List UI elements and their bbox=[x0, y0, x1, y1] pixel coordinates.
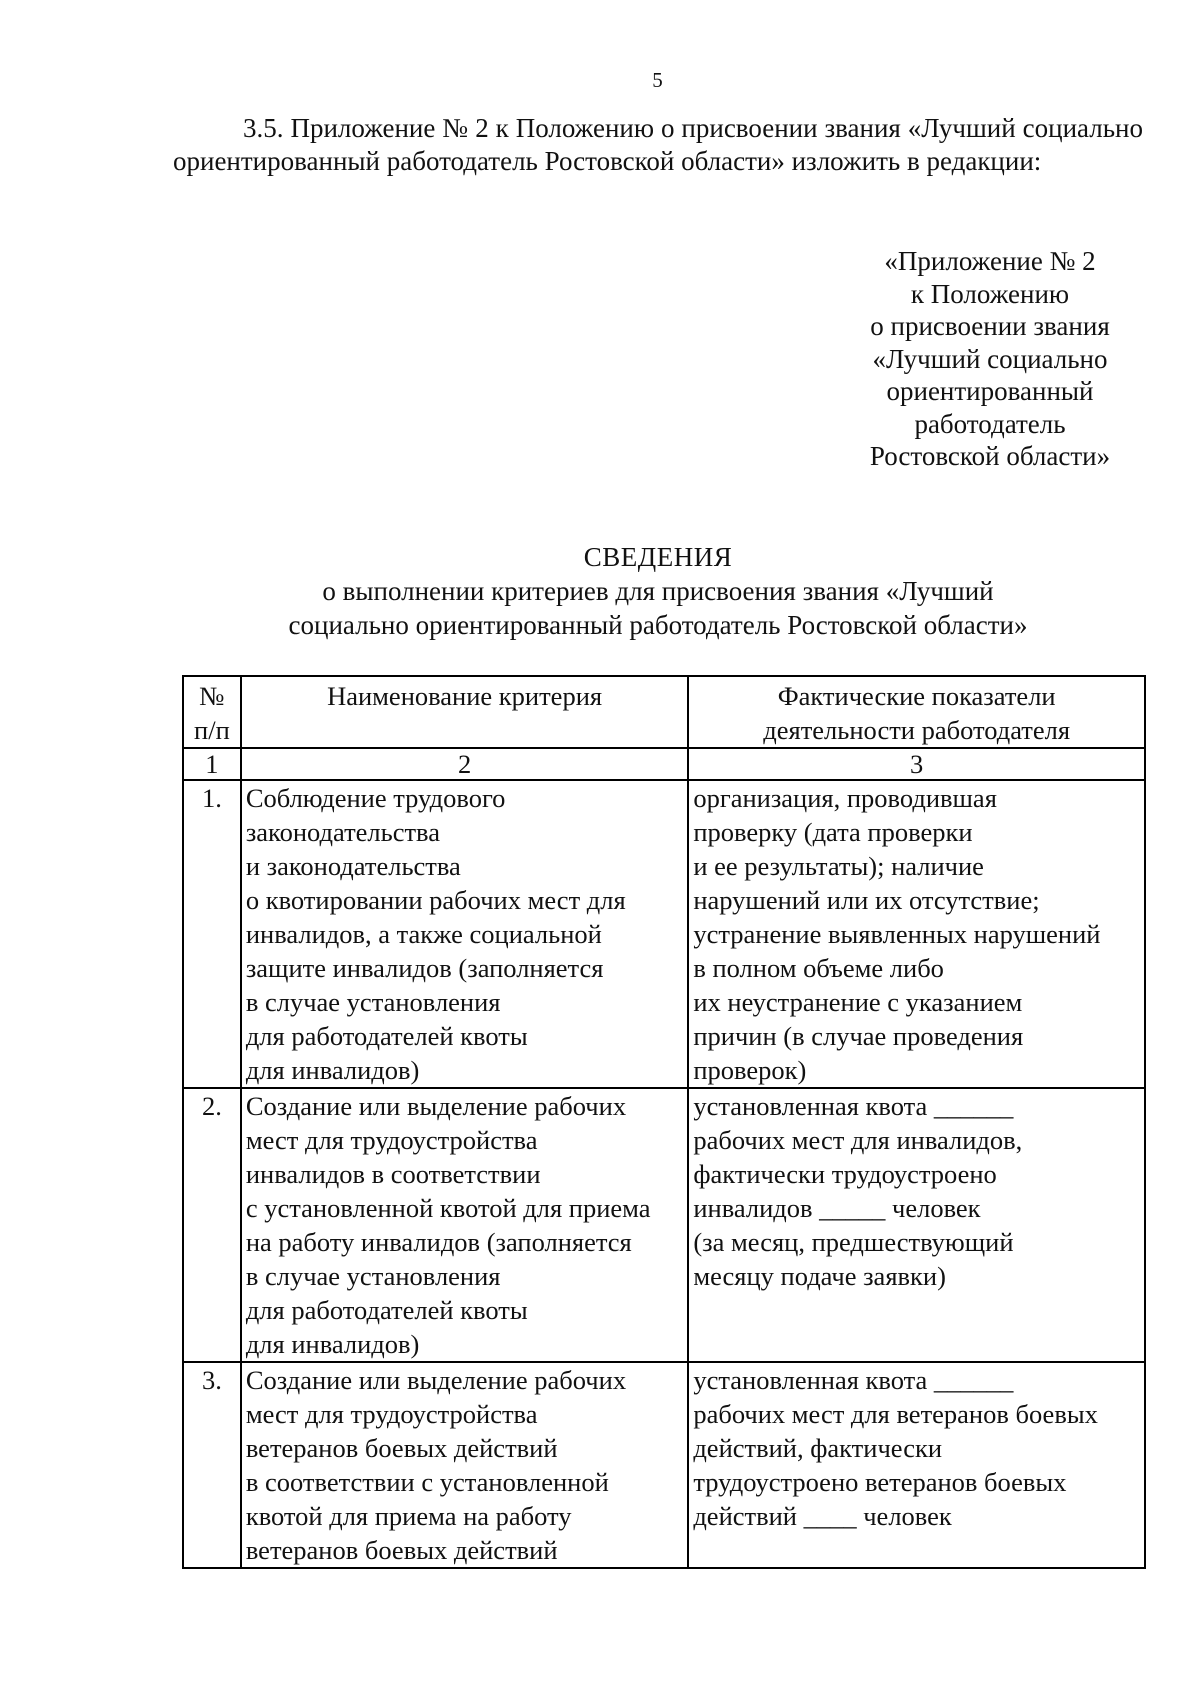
criterion-line: и законодательства bbox=[245, 851, 461, 881]
criterion-line: Создание или выделение рабочих bbox=[245, 1091, 627, 1121]
criterion-line: законодательства bbox=[245, 817, 440, 847]
criterion-line: о квотировании рабочих мест для bbox=[245, 885, 626, 915]
fact-line: и ее результаты); наличие bbox=[693, 851, 984, 881]
table-row bbox=[183, 1088, 1145, 1362]
table-row bbox=[183, 1362, 1145, 1568]
fact-line: проверку (дата проверки bbox=[693, 817, 973, 847]
criterion-line: для работодателей квоты bbox=[245, 1295, 528, 1325]
appendix-header bbox=[820, 245, 1160, 473]
criterion-line: инвалидов, а также социальной bbox=[245, 919, 602, 949]
criterion-line: в случае установления bbox=[245, 987, 501, 1017]
header-name: Наименование критерия bbox=[241, 676, 689, 748]
criterion-line: защите инвалидов (заполняется bbox=[245, 953, 604, 983]
criterion-cell bbox=[241, 1088, 689, 1362]
fact-line: действий, фактически bbox=[693, 1433, 943, 1463]
heading-title: СВЕДЕНИЯ bbox=[583, 542, 733, 572]
fact-line: в полном объеме либо bbox=[693, 953, 944, 983]
header-fact-line: Фактические показатели bbox=[777, 681, 1056, 711]
table-row bbox=[183, 780, 1145, 1088]
fact-line: трудоустроено ветеранов боевых bbox=[693, 1467, 1067, 1497]
row-number: 3. bbox=[183, 1362, 241, 1568]
intro-text: 3.5. Приложение № 2 к Положению о присвоении звания «Лучший социально ориентированный работодатель Ростовской области» изложить в редакции: bbox=[173, 113, 1143, 176]
criterion-line: мест для трудоустройства bbox=[245, 1125, 538, 1155]
fact-line: установленная квота ______ bbox=[693, 1365, 1014, 1395]
criterion-line: ветеранов боевых действий bbox=[245, 1433, 558, 1463]
criterion-line: для инвалидов) bbox=[245, 1055, 420, 1085]
criterion-line: на работу инвалидов (заполняется bbox=[245, 1227, 632, 1257]
document-heading bbox=[173, 540, 1143, 642]
criterion-line: мест для трудоустройства bbox=[245, 1399, 538, 1429]
appendix-line: Ростовской области» bbox=[869, 441, 1111, 471]
fact-line: проверок) bbox=[693, 1055, 807, 1085]
appendix-line: ориентированный bbox=[886, 376, 1094, 406]
appendix-line: к Положению bbox=[910, 278, 1070, 309]
header-num-line: п/п bbox=[194, 715, 230, 745]
criteria-table bbox=[182, 675, 1146, 1569]
index-cell: 3 bbox=[688, 748, 1145, 780]
criterion-line: инвалидов в соответствии bbox=[245, 1159, 541, 1189]
fact-line: фактически трудоустроено bbox=[693, 1159, 997, 1189]
fact-line: установленная квота ______ bbox=[693, 1091, 1014, 1121]
criterion-cell bbox=[241, 780, 689, 1088]
appendix-line: «Приложение № 2 bbox=[884, 246, 1096, 276]
criterion-line: в соответствии с установленной bbox=[245, 1467, 609, 1497]
appendix-line: работодатель bbox=[914, 408, 1066, 439]
fact-line: действий ____ человек bbox=[693, 1501, 952, 1531]
criterion-cell bbox=[241, 1362, 689, 1568]
fact-line: нарушений или их отсутствие; bbox=[693, 885, 1040, 915]
fact-line: рабочих мест для ветеранов боевых bbox=[693, 1399, 1098, 1429]
heading-subtitle-line: социально ориентированный работодатель Ростовской области» bbox=[288, 610, 1028, 640]
table-header-row bbox=[183, 676, 1145, 748]
fact-cell bbox=[688, 1088, 1145, 1362]
criterion-line: Создание или выделение рабочих bbox=[245, 1365, 627, 1395]
header-fact-line: деятельности работодателя bbox=[763, 715, 1071, 745]
header-num-line: № bbox=[199, 681, 225, 711]
criterion-line: для инвалидов) bbox=[245, 1329, 420, 1359]
fact-line: (за месяц, предшествующий bbox=[693, 1227, 1014, 1257]
fact-cell bbox=[688, 1362, 1145, 1568]
row-number: 2. bbox=[183, 1088, 241, 1362]
fact-line: месяцу подаче заявки) bbox=[693, 1261, 946, 1291]
criterion-line: квотой для приема на работу bbox=[245, 1501, 572, 1531]
index-cell: 1 bbox=[183, 748, 241, 780]
appendix-line: «Лучший социально bbox=[872, 343, 1108, 374]
fact-line: организация, проводившая bbox=[693, 783, 997, 813]
header-fact bbox=[688, 676, 1145, 748]
heading-subtitle-line: о выполнении критериев для присвоения звания «Лучший bbox=[322, 576, 994, 606]
criterion-line: с установленной квотой для приема bbox=[245, 1193, 651, 1223]
appendix-line: о присвоении звания bbox=[870, 311, 1110, 341]
table-index-row bbox=[183, 748, 1145, 780]
page-number: 5 bbox=[652, 68, 663, 92]
criterion-line: в случае установления bbox=[245, 1261, 501, 1291]
fact-line: инвалидов _____ человек bbox=[693, 1193, 981, 1223]
criterion-line: Соблюдение трудового bbox=[245, 783, 506, 813]
criterion-line: для работодателей квоты bbox=[245, 1021, 528, 1051]
header-num bbox=[183, 676, 241, 748]
fact-line: устранение выявленных нарушений bbox=[693, 919, 1101, 949]
fact-line: их неустранение с указанием bbox=[693, 987, 1023, 1017]
row-number: 1. bbox=[183, 780, 241, 1088]
fact-cell bbox=[688, 780, 1145, 1088]
intro-paragraph bbox=[173, 112, 1143, 178]
index-cell: 2 bbox=[241, 748, 689, 780]
fact-line: рабочих мест для инвалидов, bbox=[693, 1125, 1023, 1155]
fact-line: причин (в случае проведения bbox=[693, 1021, 1024, 1051]
criterion-line: ветеранов боевых действий bbox=[245, 1535, 558, 1565]
